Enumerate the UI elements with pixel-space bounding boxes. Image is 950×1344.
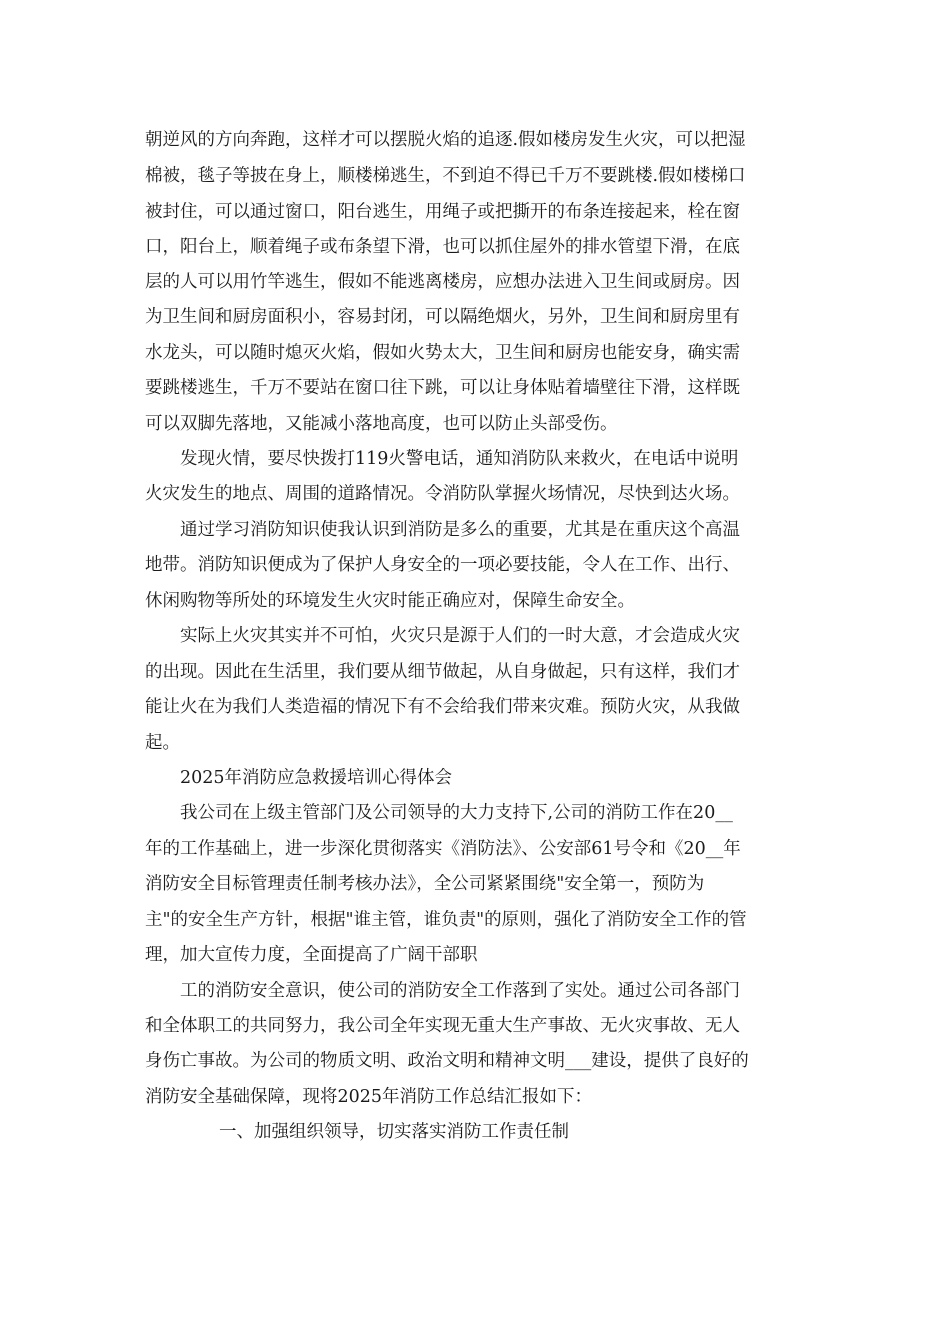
text-line: 主"的安全生产方针，根据"谁主管，谁负责"的原则，强化了消防安全工作的管: [145, 910, 747, 930]
text-line: 水龙头，可以随时熄灭火焰，假如火势太大，卫生间和厨房也能安身，确实需: [145, 343, 740, 363]
text-line: 消防安全目标管理责任制考核办法》，全公司紧紧围绕"安全第一，预防为: [145, 874, 705, 894]
text-line: 理，加大宣传力度，全面提高了广阔干部职: [145, 945, 478, 965]
text-line: 消防安全基础保障，现将2025年消防工作总结汇报如下：: [145, 1087, 593, 1107]
text-line: 口，阳台上，顺着绳子或布条望下滑，也可以抓住屋外的排水管望下滑，在底: [145, 237, 740, 257]
paragraph-start-line: 工的消防安全意识，使公司的消防安全工作落到了实处。通过公司各部门: [180, 981, 740, 1001]
text-line: 为卫生间和厨房面积小，容易封闭，可以隔绝烟火，另外，卫生间和厨房里有: [145, 307, 740, 327]
text-line: 的出现。因此在生活里，我们要从细节做起，从自身做起，只有这样，我们才: [145, 662, 740, 682]
text-line: 身伤亡事故。为公司的物质文明、政治文明和精神文明___建设，提供了良好的: [145, 1051, 749, 1071]
paragraph-start-line: 我公司在上级主管部门及公司领导的大力支持下,公司的消防工作在20__: [180, 803, 733, 823]
paragraph-start-line: 通过学习消防知识使我认识到消防是多么的重要，尤其是在重庆这个高温: [180, 520, 740, 540]
text-line: 层的人可以用竹竿逃生，假如不能逃离楼房，应想办法进入卫生间或厨房。因: [145, 272, 740, 292]
text-line: 可以双脚先落地，又能减小落地高度，也可以防止头部受伤。: [145, 414, 618, 434]
subsection-heading: 一、加强组织领导，切实落实消防工作责任制: [219, 1122, 569, 1142]
paragraph-start-line: 发现火情，要尽快拨打119火警电话，通知消防队来救火，在电话中说明: [180, 449, 739, 469]
text-line: 年的工作基础上，进一步深化贯彻落实《消防法》、公安部61号令和《20__年: [145, 839, 741, 859]
section-heading: 2025年消防应急救援培训心得体会: [180, 768, 453, 788]
text-line: 和全体职工的共同努力，我公司全年实现无重大生产事故、无火灾事故、无人: [145, 1016, 740, 1036]
text-line: 朝逆风的方向奔跑，这样才可以摆脱火焰的追逐.假如楼房发生火灾，可以把湿: [145, 130, 746, 150]
text-line: 地带。消防知识便成为了保护人身安全的一项必要技能，令人在工作、出行、: [145, 555, 740, 575]
text-line: 棉被，毯子等披在身上，顺楼梯逃生，不到迫不得已千万不要跳楼.假如楼梯口: [145, 166, 746, 186]
text-line: 火灾发生的地点、周围的道路情况。令消防队掌握火场情况，尽快到达火场。: [145, 484, 740, 504]
text-line: 被封住，可以通过窗口，阳台逃生，用绳子或把撕开的布条连接起来，栓在窗: [145, 202, 740, 222]
text-line: 能让火在为我们人类造福的情况下有不会给我们带来灾难。预防火灾，从我做: [145, 697, 740, 717]
text-line: 休闲购物等所处的环境发生火灾时能正确应对，保障生命安全。: [145, 591, 635, 611]
text-line: 要跳楼逃生，千万不要站在窗口往下跳，可以让身体贴着墙壁往下滑，这样既: [145, 378, 740, 398]
text-line: 起。: [145, 733, 180, 753]
paragraph-start-line: 实际上火灾其实并不可怕，火灾只是源于人们的一时大意，才会造成火灾: [180, 626, 740, 646]
